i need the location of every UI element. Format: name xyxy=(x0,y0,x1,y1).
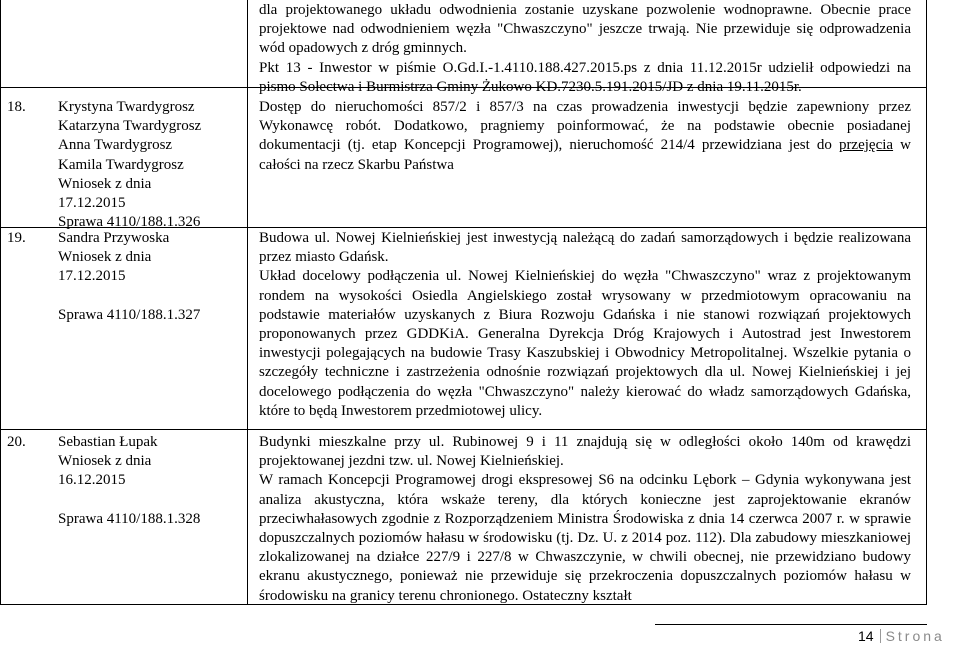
applicant-line: 17.12.2015 xyxy=(58,195,126,212)
page-label: Strona xyxy=(885,628,945,644)
applicant-line: Wniosek z dnia xyxy=(58,175,152,192)
table-row xyxy=(1,228,926,430)
applicant-line: Sprawa 4110/188.1.327 xyxy=(58,306,201,323)
table-row xyxy=(1,0,926,95)
applicant-line: Wniosek z dnia xyxy=(58,249,152,266)
response-paragraph: Układ docelowy podłączenia ul. Nowej Kielnieńskiej do węzła "Chwaszczyno" wraz z projektowanym rondem na wysokości Osiedla Angielskiego został wrysowany w przedmiotowym opracowaniu na podstawie materiałów uzyskanych z Biura Rozwoju Gdańska i nie stanowi rozwiązań projektowych proponowanych przez GDDKiA. Generalna Dyrekcja Dróg Krajowych i Autostrad jest Inwestorem inwestycji polegających na budowie Trasy Kaszubskiej i Obwodnicy Metropolitalnej. Wszelkie pytania o szczegóły techniczne i zastrzeżenia odnośnie rozwiązań projektowych dla ul. Nowej Kielnieńskiej i jej docelowego podłączenia do węzła "Chwaszczyno" należy kierować do władz samorządowych Gdańska, które to będą Inwestorem przedmiotowej ulicy. xyxy=(259,268,911,419)
spacer xyxy=(58,287,243,306)
response-paragraph xyxy=(259,98,911,175)
applicant-line: 17.12.2015 xyxy=(58,268,126,285)
response-text: Dostęp do nieruchomości 857/2 i 857/3 na czas prowadzenia inwestycji będzie zapewniony przez Wykonawcę robót. Dodatkowo, pragniemy poinformować, że na podstawie obecnie posiadanej dokumentacji (tj. etap Koncepcji Programowej), nieruchomość 214/4 przewidziana jest do xyxy=(259,99,911,154)
footer-separator xyxy=(880,629,881,643)
applicant-cell xyxy=(58,433,243,529)
page-number: 14 xyxy=(858,628,874,644)
response-paragraph: dla projektowanego układu odwodnienia zostanie uzyskane pozwolenie wodnoprawne. Obecnie prace projektowe nad odwodnieniem węzła "Chwaszczyno" jeszcze trwają. Nie przewiduje się odprowadzenia wód opadowych z dróg gminnych. xyxy=(259,2,911,57)
underlined-word: przejęcia xyxy=(838,137,894,154)
applicant-cell xyxy=(58,229,243,325)
response-paragraph: Pkt 13 - Inwestor w piśmie O.Gd.I.-1.4110.188.427.2015.ps z dnia 11.12.2015r udzielił odpowiedzi na pismo Sołectwa i Burmistrza Gminy Żukowo KD.7230.5.191.2015/JD z dnia 19.11.2015r. xyxy=(259,59,911,95)
applicant-line: Sprawa 4110/188.1.328 xyxy=(58,510,201,527)
response-cell xyxy=(259,433,911,606)
applicant-line: Katarzyna Twardygrosz xyxy=(58,118,202,135)
spacer xyxy=(58,491,243,510)
response-paragraph: Budynki mieszkalne przy ul. Rubinowej 9 i 11 znajdują się w odległości około 140m od krawędzi projektowanej jezdni tzw. ul. Nowej Kielnieńskiej. xyxy=(259,434,911,470)
response-cell xyxy=(259,98,911,175)
applicant-line: Krystyna Twardygrosz xyxy=(58,99,195,115)
applicant-line: Wniosek z dnia xyxy=(58,453,152,470)
applicant-cell xyxy=(58,98,243,232)
response-text: w całości na rzecz Skarbu Państwa xyxy=(259,137,911,173)
column-divider xyxy=(247,430,248,605)
column-divider xyxy=(247,0,248,87)
applicant-line: Anna Twardygrosz xyxy=(58,137,173,154)
applicant-line: 16.12.2015 xyxy=(58,472,126,489)
page-footer xyxy=(858,628,945,644)
response-paragraph: W ramach Koncepcji Programowej drogi ekspresowej S6 na odcinku Lębork – Gdynia wykonywana jest analiza akustyczna, która wskaże tereny, dla których konieczne jest zaprojektowanie ekranów przeciwhałasowych zgodnie z Rozporządzeniem Ministra Środowiska z dnia 14 czerwca 2007 r. w sprawie dopuszczalnych poziomów hałasu w środowisku (tj. Dz. U. z 2014 poz. 112). Dla zabudowy mieszkaniowej zlokalizowanej na działce 227/9 i 227/8 w Chwaszczynie, w chwili obecnej, nie przewidziano budowy ekranu akustycznego, ponieważ nie przewiduje się przekroczenia dopuszczalnych poziomów hałasu w środowisku na granicy terenu chronionego. Ostateczny kształt xyxy=(259,472,911,604)
footer-rule xyxy=(655,624,927,625)
table-row xyxy=(1,88,926,231)
applicant-line: Kamila Twardygrosz xyxy=(58,156,184,173)
applicant-line: Sebastian Łupak xyxy=(58,434,158,450)
row-number: 18. xyxy=(7,99,26,115)
column-divider xyxy=(247,228,248,429)
table-row xyxy=(1,430,926,605)
response-paragraph: Budowa ul. Nowej Kielnieńskiej jest inwestycją należącą do zadań samorządowych i będzie realizowana przez miasto Gdańsk. xyxy=(259,230,911,266)
response-cell xyxy=(259,229,911,421)
applicant-line: Sprawa 4110/188.1.326 xyxy=(58,214,201,231)
applicant-line: Sandra Przywoska xyxy=(58,230,170,246)
column-divider xyxy=(247,88,248,227)
row-number: 19. xyxy=(7,230,26,246)
response-cell xyxy=(259,1,911,97)
row-number: 20. xyxy=(7,434,26,450)
